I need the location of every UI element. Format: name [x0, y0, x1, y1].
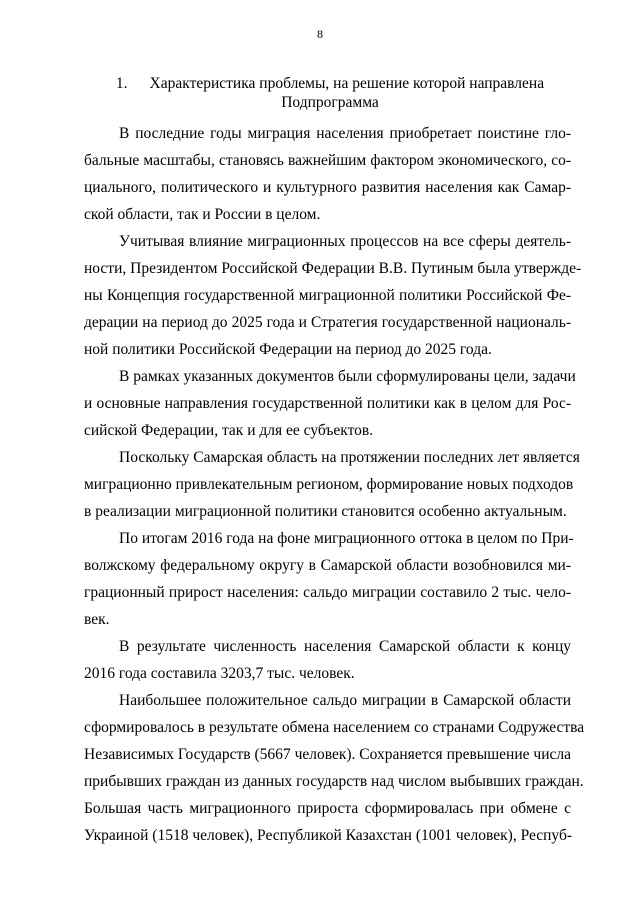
text-line: ны Концепция государственной миграционной политики Российской Фе- [84, 287, 571, 304]
text-line: ской области, так и России в целом. [84, 206, 321, 223]
section-title-line-2: Подпрограмма [281, 94, 379, 111]
text-line: В последние годы миграция населения приобретает поистине гло- [119, 125, 571, 142]
text-line: дерации на период до 2025 года и Стратегия государственной националь- [84, 314, 571, 331]
text-line: грационный прирост населения: сальдо миграции составило 2 тыс. чело- [84, 584, 571, 601]
text-line: и основные направления государственной политики как в целом для Рос- [84, 395, 571, 412]
text-line: ной политики Российской Федерации на период до 2025 года. [84, 341, 492, 358]
text-line: бальные масштабы, становясь важнейшим фактором экономического, со- [84, 152, 571, 169]
text-line: век. [84, 611, 110, 628]
text-line: Большая часть миграционного прироста сформировалась при обмене с [84, 800, 571, 817]
section-heading-line-1 [84, 74, 576, 93]
text-line: В результате численность населения Самарской области к концу [119, 638, 571, 655]
text-line: сформировалось в результате обмена населением со странами Содружества [84, 719, 585, 736]
text-line: Наибольшее положительное сальдо миграции в Самарской области [119, 692, 571, 709]
text-line: ности, Президентом Российской Федерации В.В. Путиным была утвержде- [84, 260, 582, 277]
text-line: волжскому федеральному округу в Самарской области возобновился ми- [84, 557, 571, 574]
text-line: Учитывая влияние миграционных процессов на все сферы деятель- [119, 233, 571, 250]
section-heading [84, 74, 576, 112]
text-line: миграционно привлекательным регионом, формирование новых подходов [84, 476, 574, 493]
section-title-line-1: Характеристика проблемы, на решение которой направлена [149, 75, 545, 92]
page-number: 8 [317, 27, 323, 41]
text-line: По итогам 2016 года на фоне миграционного оттока в целом по При- [119, 530, 574, 547]
text-line: в реализации миграционной политики становится особенно актуальным. [84, 503, 567, 520]
text-line: сийской Федерации, так и для ее субъектов. [84, 422, 374, 439]
text-line: Поскольку Самарская область на протяжении последних лет является [119, 449, 580, 466]
text-line: Украиной (1518 человек), Республикой Казахстан (1001 человек), Респуб- [84, 827, 573, 844]
text-line: циального, политического и культурного развития населения как Самар- [84, 179, 571, 196]
text-line: 2016 года составила 3203,7 тыс. человек. [84, 665, 355, 682]
text-line: В рамках указанных документов были сформулированы цели, задачи [119, 368, 576, 385]
text-line: прибывших граждан из данных государств над числом выбывших граждан. [84, 773, 584, 790]
text-line: Независимых Государств (5667 человек). Сохраняется превышение числа [84, 746, 571, 763]
section-number: 1. [115, 75, 128, 92]
